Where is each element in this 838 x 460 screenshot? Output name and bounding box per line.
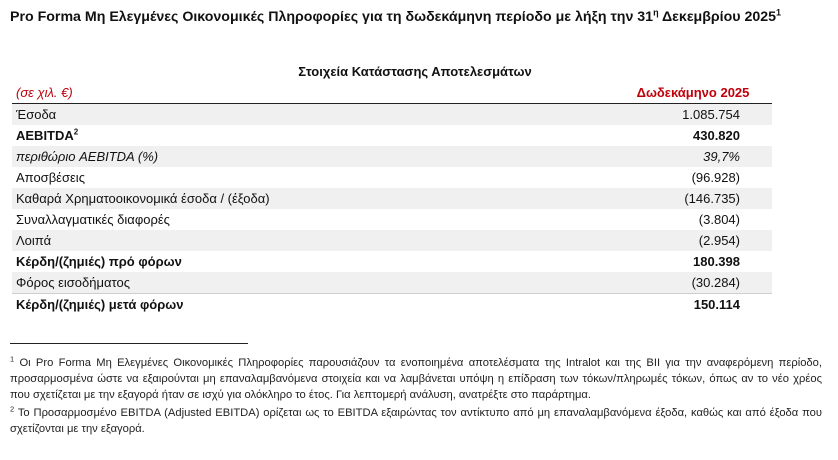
row-label-text: AEBITDA — [16, 128, 74, 143]
row-label: Κέρδη/(ζημιές) μετά φόρων — [16, 297, 184, 312]
table-row — [12, 294, 772, 315]
title-text: Pro Forma Μη Ελεγμένες Οικονομικές Πληροφορίες για τη δωδεκάμηνη περίοδο με λήξη την 31 — [10, 9, 654, 25]
footnote-1 — [10, 355, 822, 403]
row-value: 1.085.754 — [682, 107, 740, 122]
table-row — [12, 251, 772, 272]
row-value: (2.954) — [698, 233, 740, 248]
footnote-divider — [10, 343, 248, 344]
row-value: (30.284) — [691, 275, 740, 290]
table-row — [12, 125, 772, 146]
footnote-ref: 2 — [73, 127, 79, 137]
row-value: 180.398 — [693, 254, 740, 269]
row-label: Καθαρά Χρηματοοικονομικά έσοδα / (έξοδα) — [16, 191, 270, 206]
row-value: (3.804) — [698, 212, 740, 227]
footnote-text: Το Προσαρμοσμένο EBITDA (Adjusted EBITDA) ορίζεται ως το EBITDA εξαιρώντας τον αντίκτυπο από μη επαναλαμβανόμενα έξοδα, καθώς και από έξοδα που σχετίζονται με την εξαγορά. — [10, 407, 822, 435]
row-value: 430.820 — [693, 128, 740, 143]
row-label — [16, 128, 78, 143]
unit-label: (σε χιλ. €) — [16, 85, 73, 100]
footnotes — [10, 355, 822, 439]
row-value: 39,7% — [703, 149, 740, 164]
table-header — [12, 84, 772, 104]
table-row — [12, 167, 772, 188]
row-label: περιθώριο AEBITDA (%) — [16, 149, 159, 164]
document-title — [10, 7, 828, 27]
table-row — [12, 188, 772, 209]
title-ordinal-superscript: η — [653, 7, 659, 18]
table-row — [12, 146, 772, 167]
footnote-marker: 2 — [10, 404, 15, 414]
column-header: Δωδεκάμηνο 2025 — [636, 85, 750, 100]
income-statement-table — [12, 84, 772, 315]
footnote-text: Οι Pro Forma Μη Ελεγμένες Οικονομικές Πληροφορίες παρουσιάζουν τα ενοποιημένα αποτελέσματα της Intralot και της BII για την αναφερόμενη περίοδο, προσαρμοσμένα ώστε να εξαιρούνται μη επαναλαμβανόμενα στοιχεία και να λαμβάνεται υπόψη η επίδραση των τόκων/πληρωμές τόκων, όπως αν το νέο χρέος που σχετίζεται με την εξαγορά ήταν σε ισχύ για ολόκληρο το έτος. Για λεπτομερή ανάλυση, ανατρέξτε στο παράρτημα. — [10, 357, 822, 401]
title-text-continued: Δεκεμβρίου 2025 — [658, 9, 777, 25]
row-label: Κέρδη/(ζημιές) πρό φόρων — [16, 254, 182, 269]
footnote-marker: 1 — [10, 354, 15, 364]
row-label: Συναλλαγματικές διαφορές — [16, 212, 170, 227]
table-row — [12, 272, 772, 294]
row-label: Αποσβέσεις — [16, 170, 85, 185]
row-value: (146.735) — [684, 191, 740, 206]
row-label: Φόρος εισοδήματος — [16, 275, 130, 290]
row-value: (96.928) — [691, 170, 740, 185]
section-heading: Στοιχεία Κατάστασης Αποτελεσμάτων — [298, 64, 532, 79]
table-row — [12, 209, 772, 230]
footnote-2 — [10, 405, 822, 437]
row-label: Λοιπά — [16, 233, 52, 248]
title-footnote-ref: 1 — [776, 7, 782, 18]
row-value: 150.114 — [693, 297, 740, 312]
row-label: Έσοδα — [16, 107, 57, 122]
table-row — [12, 230, 772, 251]
table-row — [12, 104, 772, 125]
